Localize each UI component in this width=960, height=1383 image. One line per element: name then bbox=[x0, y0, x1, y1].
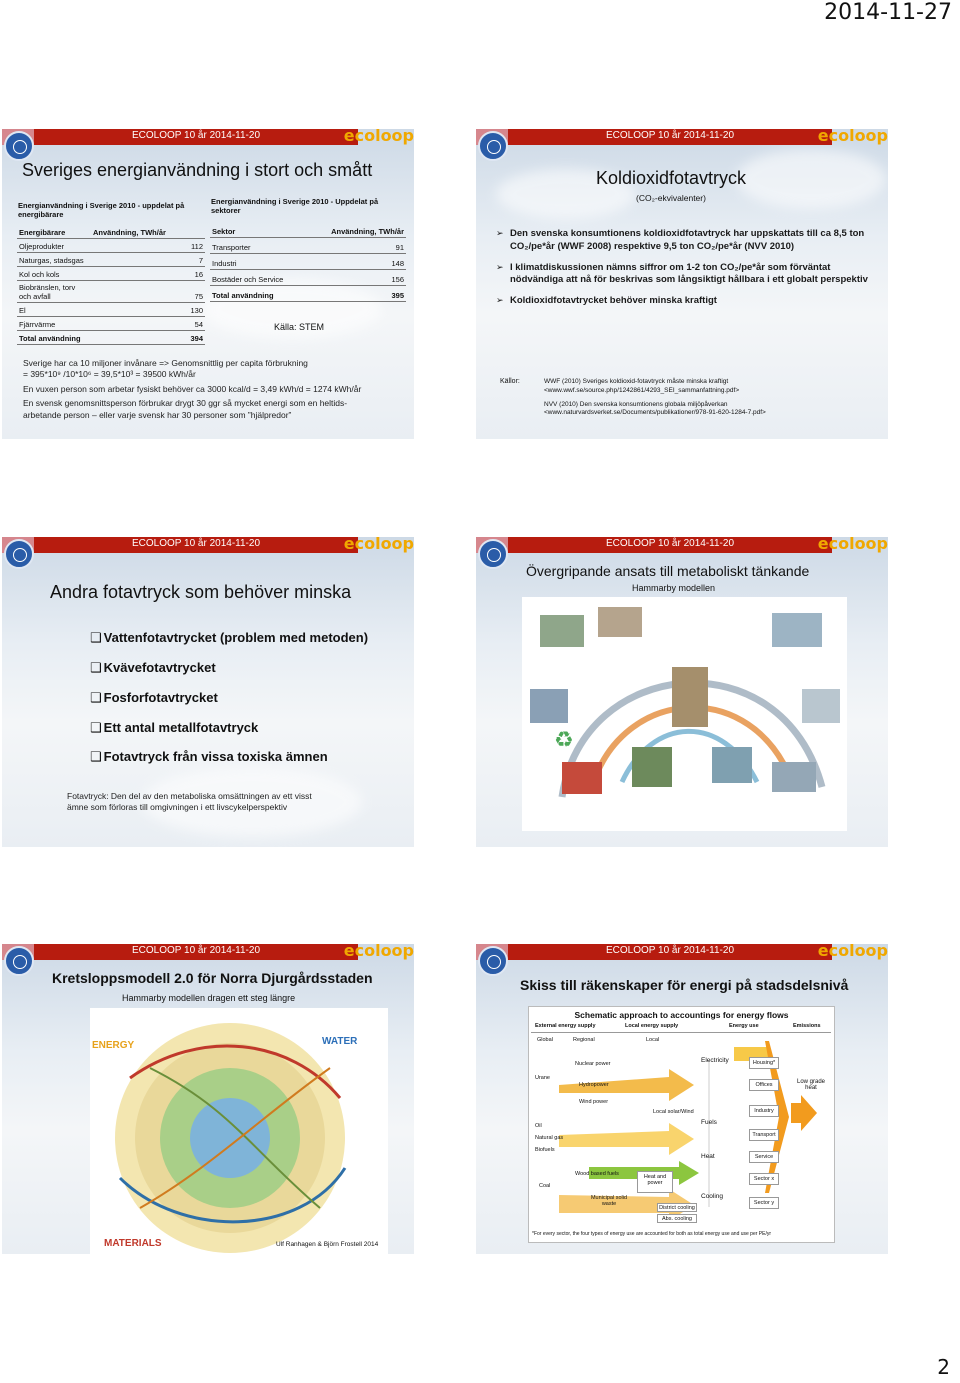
header-text: ECOLOOP 10 år 2014-11-20 bbox=[131, 538, 261, 549]
materials-label: MATERIALS bbox=[104, 1238, 162, 1249]
source-line: NVV (2010) Den svenska konsumtionens globala miljöpåverkan bbox=[544, 400, 728, 408]
diagram-title: Schematic approach to accountings for energy flows bbox=[574, 1010, 789, 1020]
wind-power: Wind power bbox=[579, 1099, 609, 1105]
water-label: WATER bbox=[322, 1036, 358, 1047]
text-line: En svensk genomsnittsperson förbrukar drygt 30 ggr så mycket energi som en heltids- bbox=[23, 398, 348, 409]
col-header: Användning, TWh/år bbox=[91, 227, 205, 239]
slide-subtitle: (CO₂-ekvivalenter) bbox=[636, 193, 706, 203]
source-gas: Natural gas bbox=[535, 1135, 564, 1141]
heat-power-box: Heat and power bbox=[637, 1171, 673, 1193]
total-label: Total användning bbox=[210, 286, 307, 302]
use-sector-y: Sector y bbox=[749, 1197, 779, 1209]
slide-title: Kretsloppsmodell 2.0 för Norra Djurgårdsstaden bbox=[52, 970, 373, 986]
slide-header bbox=[476, 129, 888, 145]
use-housing: Housing* bbox=[749, 1057, 779, 1069]
source-list bbox=[544, 378, 874, 418]
header-text: ECOLOOP 10 år 2014-11-20 bbox=[605, 130, 735, 141]
slide-title: Övergripande ansats till metaboliskt tänkande bbox=[526, 563, 810, 579]
local-solar-wind: Local solar/Wind bbox=[653, 1109, 694, 1115]
source-oil: Oil bbox=[535, 1123, 542, 1129]
slide-energy-use bbox=[2, 129, 414, 439]
slide-title: Skiss till räkenskaper för energi på stadsdelsnivå bbox=[520, 977, 849, 993]
list-item: ❑ Fotavtryck från vissa toxiska ämnen bbox=[90, 749, 368, 765]
header-text: ECOLOOP 10 år 2014-11-20 bbox=[605, 945, 735, 956]
list-item: ❑ Vattenfotavtrycket (problem med metoden) bbox=[90, 630, 368, 646]
total-value: 394 bbox=[91, 331, 205, 345]
paragraph bbox=[23, 358, 408, 421]
list-item: ❑ Ett antal metallfotavtryck bbox=[90, 720, 368, 736]
slide-cycle-model bbox=[2, 944, 414, 1254]
nuclear-power: Nuclear power bbox=[575, 1061, 611, 1067]
ecoloop-logo: ecoloop bbox=[817, 944, 888, 960]
scale-regional: Regional bbox=[573, 1037, 595, 1043]
row-value: 130 bbox=[91, 303, 205, 317]
row-value: 7 bbox=[91, 253, 205, 267]
source-coal: Coal bbox=[539, 1183, 551, 1189]
text-line: = 395*10⁹ /10*10⁶ = 39,5*10³ = 39500 kWh/år bbox=[23, 369, 196, 380]
energy-label: ENERGY bbox=[92, 1040, 135, 1051]
row-value: 54 bbox=[91, 317, 205, 331]
use-sector-x: Sector x bbox=[749, 1173, 779, 1185]
use-service: Service bbox=[749, 1151, 779, 1163]
slide-carbon-footprint bbox=[476, 129, 888, 439]
source-link[interactable]: <www.naturvardsverket.se/Documents/publikationer/978-91-620-1284-7.pdf> bbox=[544, 409, 766, 417]
row-label: Kol och kols bbox=[17, 267, 91, 281]
row-label: El bbox=[17, 303, 91, 317]
col-header: Användning, TWh/år bbox=[307, 226, 406, 238]
total-label: Total användning bbox=[17, 331, 91, 345]
ecoloop-logo: ecoloop bbox=[343, 129, 414, 145]
emission-low-grade-heat: Low grade heat bbox=[796, 1079, 826, 1091]
text-line: En vuxen person som arbetar fysiskt behöver ca 3000 kcal/d = 3,49 kWh/d = 1274 kWh/år bbox=[23, 383, 362, 394]
hammarby-diagram-graphic bbox=[522, 597, 847, 831]
total-value: 395 bbox=[307, 286, 406, 302]
use-industry: Industry bbox=[749, 1105, 779, 1117]
use-transport: Transport bbox=[749, 1129, 779, 1141]
footprint-definition bbox=[67, 791, 397, 814]
energy-carrier-table bbox=[17, 227, 205, 345]
source-link[interactable]: <www.wwf.se/source.php/1242861/4293_SEI_sammanfattning.pdf> bbox=[544, 386, 740, 394]
header-text: ECOLOOP 10 år 2014-11-20 bbox=[605, 538, 735, 549]
scale-global: Global bbox=[537, 1037, 553, 1043]
list-item: ❑ Fosforfotavtrycket bbox=[90, 690, 368, 706]
hydropower: Hydropower bbox=[579, 1082, 609, 1088]
header-text: ECOLOOP 10 år 2014-11-20 bbox=[131, 945, 261, 956]
list-item: ❑ Kvävefotavtrycket bbox=[90, 660, 368, 676]
credit: Ulf Ranhagen & Björn Frostell 2014 bbox=[276, 1241, 379, 1248]
table1-caption: Energianvändning i Sverige 2010 - uppdelat på energibärare bbox=[18, 201, 185, 219]
ecoloop-logo: ecoloop bbox=[343, 944, 414, 960]
district-cooling-box: District cooling bbox=[657, 1203, 697, 1212]
bullet-item: ➢ Koldioxidfotavtrycket behöver minska kraftigt bbox=[496, 295, 871, 308]
header-external: External energy supply bbox=[535, 1023, 596, 1029]
col-header: Sektor bbox=[210, 226, 307, 238]
source-line: WWF (2010) Sveriges koldioxid-fotavtryck måste minska kraftigt bbox=[544, 378, 729, 385]
bullet-list bbox=[496, 228, 871, 316]
slide-title: Andra fotavtryck som behöver minska bbox=[50, 582, 352, 602]
slide-subtitle: Hammarby modellen dragen ett steg längre bbox=[122, 993, 296, 1003]
text-line: ämne som förloras till omgivningen i ett livscykelperspektiv bbox=[67, 802, 288, 813]
slide-subtitle: Hammarby modellen bbox=[632, 583, 716, 593]
text-line: Sverige har ca 10 miljoner invånare => Genomsnittlig per capita förbrukning bbox=[23, 358, 308, 368]
header-use: Energy use bbox=[729, 1023, 759, 1029]
cycle-model-diagram bbox=[90, 1008, 388, 1254]
carrier-electricity: Electricity bbox=[701, 1057, 729, 1064]
row-value: 156 bbox=[307, 270, 406, 286]
bullet-item: ➢ I klimatdiskussionen nämns siffror om 1-2 ton CO₂/pe*år som förväntat nödvändiga att nå för beskrivas som långsiktigt hållbara i ett globalt perspektiv bbox=[496, 262, 871, 288]
slide-header bbox=[476, 537, 888, 553]
slide-title: Sveriges energianvändning i stort och smått bbox=[22, 160, 373, 180]
slide-header bbox=[476, 944, 888, 960]
slide-metabolic-approach bbox=[476, 537, 888, 847]
source-biofuels: Biofuels bbox=[535, 1147, 555, 1153]
hammarby-model-diagram bbox=[522, 597, 847, 831]
header-local: Local energy supply bbox=[625, 1023, 679, 1029]
row-label: Industri bbox=[210, 254, 307, 270]
bullet-item: ➢ Den svenska konsumtionens koldioxidfotavtryck har uppskattats till ca 8,5 ton CO₂/pe*år (WWF 2008) respektive 9,5 ton CO₂/pe*år (NVV 2010) bbox=[496, 228, 871, 254]
diagram-footnote: *For every sector, the four types of energy use are accounted for both as total energy use and use per PE/yr bbox=[532, 1231, 772, 1237]
abs-cooling-box: Abs. cooling bbox=[657, 1214, 697, 1223]
header-emissions: Emissions bbox=[793, 1023, 821, 1029]
ecoloop-logo: ecoloop bbox=[817, 129, 888, 145]
source-note: Källa: STEM bbox=[274, 322, 325, 332]
carrier-cooling: Cooling bbox=[701, 1193, 724, 1200]
ecoloop-logo: ecoloop bbox=[343, 537, 414, 553]
kth-seal-icon bbox=[478, 946, 508, 976]
use-offices: Offices bbox=[749, 1079, 779, 1091]
table2-caption: Energianvändning i Sverige 2010 - Uppdelat på sektorer bbox=[211, 197, 379, 215]
row-value: 91 bbox=[307, 238, 406, 254]
text-line: arbetande person – eller varje svensk har 30 personer som ”hjälpredor” bbox=[23, 409, 292, 420]
row-value: 16 bbox=[91, 267, 205, 281]
slide-energy-accounting bbox=[476, 944, 888, 1254]
slide-title: Koldioxidfotavtryck bbox=[595, 168, 747, 188]
carrier-heat: Heat bbox=[701, 1153, 715, 1160]
row-label: Biobränslen, torv och avfall bbox=[17, 281, 91, 303]
header-text: ECOLOOP 10 år 2014-11-20 bbox=[131, 130, 261, 141]
kth-seal-icon bbox=[478, 539, 508, 569]
row-label: Transporter bbox=[210, 238, 307, 254]
footprint-list bbox=[90, 630, 368, 778]
row-label: Fjärrvärme bbox=[17, 317, 91, 331]
row-label: Oljeprodukter bbox=[17, 239, 91, 253]
svg-text:♻: ♻ bbox=[554, 728, 574, 753]
slide-header bbox=[2, 944, 414, 960]
text-line: Fotavtryck: Den del av den metaboliska omsättningen av ett visst bbox=[67, 791, 312, 801]
kth-seal-icon bbox=[4, 946, 34, 976]
scale-local: Local bbox=[646, 1037, 660, 1043]
slide-header bbox=[2, 129, 414, 145]
source-urane: Urane bbox=[535, 1075, 550, 1081]
col-header: Energibärare bbox=[17, 227, 91, 239]
accounting-diagram bbox=[528, 1006, 835, 1243]
wood-fuels: Wood based fuels bbox=[575, 1171, 619, 1177]
kth-seal-icon bbox=[478, 131, 508, 161]
ecoloop-logo: ecoloop bbox=[817, 537, 888, 553]
row-label: Naturgas, stadsgas bbox=[17, 253, 91, 267]
cycle-diagram-graphic bbox=[90, 1008, 388, 1254]
row-value: 112 bbox=[91, 239, 205, 253]
row-value: 148 bbox=[307, 254, 406, 270]
slide-header bbox=[2, 537, 414, 553]
page-date: 2014-11-27 bbox=[824, 0, 952, 25]
row-value: 75 bbox=[91, 281, 205, 303]
row-label: Bostäder och Service bbox=[210, 270, 307, 286]
kth-seal-icon bbox=[4, 131, 34, 161]
sector-table bbox=[210, 226, 406, 302]
carrier-fuels: Fuels bbox=[701, 1119, 717, 1126]
slide-other-footprints bbox=[2, 537, 414, 847]
solid-waste: Municipal solid waste bbox=[590, 1195, 628, 1207]
kth-seal-icon bbox=[4, 539, 34, 569]
sources-label: Källor: bbox=[500, 378, 520, 385]
page-number: 2 bbox=[937, 1355, 950, 1379]
